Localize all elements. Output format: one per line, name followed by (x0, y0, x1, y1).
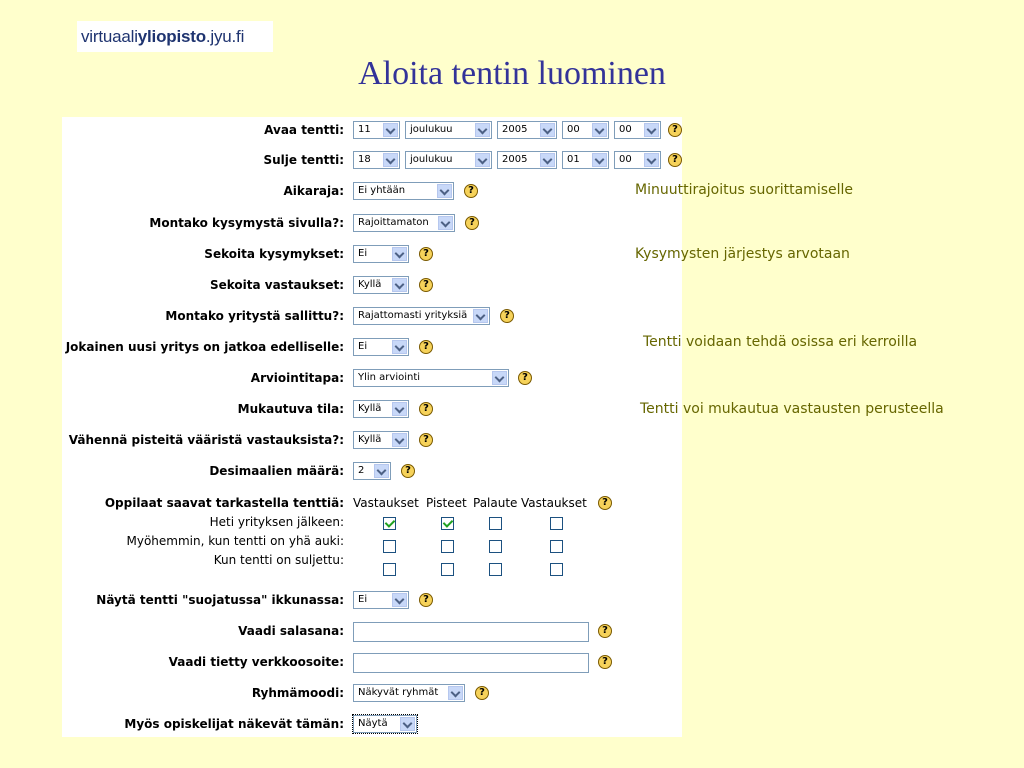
close-month-select[interactable]: joulukuu (405, 151, 492, 169)
review-checkbox[interactable] (550, 517, 563, 530)
close-date-label: Sulje tentti: (263, 153, 344, 167)
timelimit-select[interactable]: Ei yhtään (353, 182, 454, 200)
help-icon[interactable]: ? (419, 247, 433, 261)
open-minute-select[interactable]: 00 (614, 121, 661, 139)
review-immediately-label: Heti yrityksen jälkeen: (209, 515, 344, 529)
review-checkbox[interactable] (383, 517, 396, 530)
close-day-select[interactable]: 18 (353, 151, 400, 169)
chevron-down-icon (392, 340, 407, 354)
popup-label: Näytä tentti "suojatussa" ikkunassa: (96, 593, 344, 607)
password-label: Vaadi salasana: (238, 624, 344, 638)
chevron-down-icon (644, 123, 659, 137)
chevron-down-icon (475, 123, 490, 137)
close-minute-select[interactable]: 00 (614, 151, 661, 169)
subnet-label: Vaadi tietty verkkoosoite: (168, 655, 344, 669)
chevron-down-icon (438, 216, 453, 230)
review-col-answers: Vastaukset (353, 496, 419, 510)
open-hour-select[interactable]: 00 (562, 121, 609, 139)
chevron-down-icon (392, 402, 407, 416)
shuffle-questions-row (62, 244, 682, 266)
close-year-select[interactable]: 2005 (497, 151, 557, 169)
each-attempt-row (62, 337, 682, 359)
open-day-select[interactable]: 11 (353, 121, 400, 139)
help-icon[interactable]: ? (598, 655, 612, 669)
shuffle-answers-select[interactable]: Kyllä (353, 276, 409, 294)
close-date-row (62, 150, 682, 172)
perpage-select[interactable]: Rajoittamaton (353, 214, 455, 232)
review-checkbox[interactable] (550, 540, 563, 553)
help-icon[interactable]: ? (518, 371, 532, 385)
penalty-label: Vähennä pisteitä vääristä vastauksista?: (68, 433, 344, 447)
help-icon[interactable]: ? (598, 496, 612, 510)
slide-title: Aloita tentin luominen (358, 55, 666, 92)
open-date-label: Avaa tentti: (264, 123, 344, 137)
review-checkbox[interactable] (489, 517, 502, 530)
note-adaptive: Tentti voi mukautua vastausten perusteella (640, 401, 944, 417)
chevron-down-icon (475, 153, 490, 167)
help-icon[interactable]: ? (401, 464, 415, 478)
visible-select[interactable]: Näytä (353, 715, 417, 733)
chevron-down-icon (592, 153, 607, 167)
chevron-down-icon (540, 153, 555, 167)
help-icon[interactable]: ? (465, 216, 479, 230)
adaptive-label: Mukautuva tila: (237, 402, 344, 416)
chevron-down-icon (392, 593, 407, 607)
shuffle-answers-row (62, 275, 682, 297)
chevron-down-icon (592, 123, 607, 137)
chevron-down-icon (392, 433, 407, 447)
each-attempt-label: Jokainen uusi yritys on jatkoa edelliselle: (65, 340, 344, 354)
review-checkbox[interactable] (383, 540, 396, 553)
chevron-down-icon (540, 123, 555, 137)
password-row (62, 621, 682, 643)
grading-row (62, 368, 682, 390)
subnet-row (62, 652, 682, 674)
help-icon[interactable]: ? (598, 624, 612, 638)
groupmode-select[interactable]: Näkyvät ryhmät (353, 684, 465, 702)
adaptive-select[interactable]: Kyllä (353, 400, 409, 418)
chevron-down-icon (473, 309, 488, 323)
popup-row (62, 590, 682, 612)
chevron-down-icon (644, 153, 659, 167)
help-icon[interactable]: ? (419, 593, 433, 607)
help-icon[interactable]: ? (419, 433, 433, 447)
review-checkbox[interactable] (383, 563, 396, 576)
help-icon[interactable]: ? (464, 184, 478, 198)
chevron-down-icon (392, 278, 407, 292)
review-col-scores: Pisteet (426, 496, 467, 510)
quiz-settings-form (62, 117, 682, 737)
chevron-down-icon (448, 686, 463, 700)
help-icon[interactable]: ? (475, 686, 489, 700)
review-checkbox[interactable] (489, 563, 502, 576)
shuffle-questions-select[interactable]: Ei (353, 245, 409, 263)
review-checkbox[interactable] (441, 517, 454, 530)
note-shuffle: Kysymysten järjestys arvotaan (635, 246, 850, 262)
penalty-select[interactable]: Kyllä (353, 431, 409, 449)
review-options-block (62, 493, 682, 577)
help-icon[interactable]: ? (668, 123, 682, 137)
chevron-down-icon (437, 184, 452, 198)
review-open-label: Myöhemmin, kun tentti on yhä auki: (126, 534, 344, 548)
decimals-select[interactable]: 2 (353, 462, 391, 480)
grading-label: Arviointitapa: (250, 371, 344, 385)
open-year-select[interactable]: 2005 (497, 121, 557, 139)
note-each-attempt: Tentti voidaan tehdä osissa eri kerroilla (643, 334, 918, 350)
password-input[interactable] (353, 622, 589, 642)
review-col-feedback: Palaute (473, 496, 518, 510)
review-col-answers-2: Vastaukset (521, 496, 587, 510)
open-month-select[interactable]: joulukuu (405, 121, 492, 139)
chevron-down-icon (383, 153, 398, 167)
decimals-row (62, 461, 682, 483)
each-attempt-select[interactable]: Ei (353, 338, 409, 356)
help-icon[interactable]: ? (668, 153, 682, 167)
attempts-row (62, 306, 682, 328)
shuffle-questions-label: Sekoita kysymykset: (204, 247, 344, 261)
chevron-down-icon (392, 247, 407, 261)
grading-select[interactable]: Ylin arviointi (353, 369, 509, 387)
attempts-label: Montako yritystä sallittu?: (165, 309, 344, 323)
chevron-down-icon (400, 717, 415, 731)
timelimit-row (62, 181, 682, 203)
note-timelimit: Minuuttirajoitus suorittamiselle (635, 182, 854, 198)
shuffle-answers-label: Sekoita vastaukset: (209, 278, 344, 292)
help-icon[interactable]: ? (419, 278, 433, 292)
popup-select[interactable]: Ei (353, 591, 409, 609)
close-hour-select[interactable]: 01 (562, 151, 609, 169)
help-icon[interactable]: ? (500, 309, 514, 323)
help-icon[interactable]: ? (419, 402, 433, 416)
help-icon[interactable]: ? (419, 340, 433, 354)
groupmode-label: Ryhmämoodi: (251, 686, 344, 700)
visible-row (62, 714, 682, 736)
attempts-select[interactable]: Rajattomasti yrityksiä (353, 307, 490, 325)
penalty-row (62, 430, 682, 452)
review-checkbox[interactable] (550, 563, 563, 576)
visible-label: Myös opiskelijat näkevät tämän: (124, 717, 344, 731)
perpage-row (62, 213, 682, 235)
review-label: Oppilaat saavat tarkastella tenttiä: (104, 496, 344, 510)
timelimit-label: Aikaraja: (283, 184, 344, 198)
chevron-down-icon (383, 123, 398, 137)
logo: virtuaaliyliopisto.jyu.fi (77, 21, 273, 52)
open-date-row (62, 120, 682, 142)
subnet-input[interactable] (353, 653, 589, 673)
review-closed-label: Kun tentti on suljettu: (213, 553, 344, 567)
review-checkbox[interactable] (441, 563, 454, 576)
groupmode-row (62, 683, 682, 705)
review-checkbox[interactable] (441, 540, 454, 553)
adaptive-row (62, 399, 682, 421)
decimals-label: Desimaalien määrä: (209, 464, 344, 478)
chevron-down-icon (492, 371, 507, 385)
review-checkbox[interactable] (489, 540, 502, 553)
chevron-down-icon (374, 464, 389, 478)
perpage-label: Montako kysymystä sivulla?: (149, 216, 344, 230)
